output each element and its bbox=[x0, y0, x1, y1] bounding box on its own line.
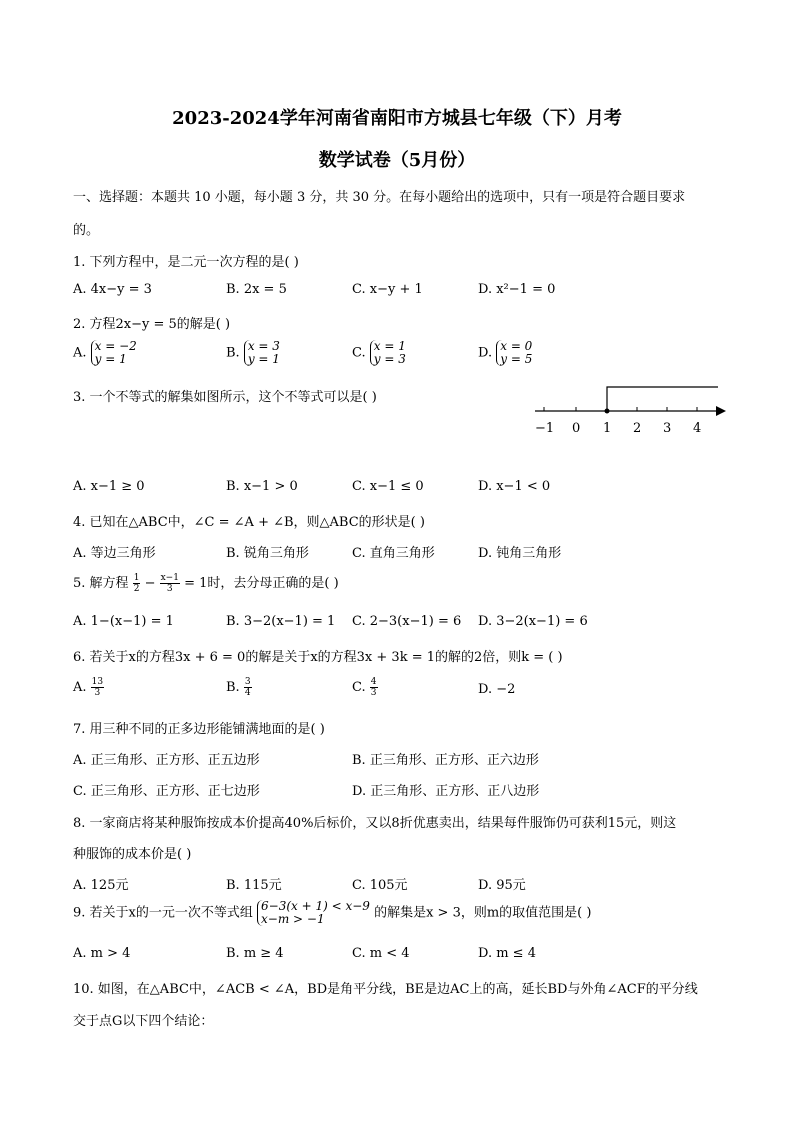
page-subtitle: 数学试卷（5月份） bbox=[318, 150, 476, 171]
fraction-numerator: x−1 bbox=[160, 573, 179, 583]
q5-option-d: D. 3−2(x−1) = 6 bbox=[478, 614, 588, 629]
stem-text: 的解集是x > 3，则m的取值范围是( ) bbox=[374, 905, 592, 921]
section-heading-cont: 的。 bbox=[73, 223, 100, 238]
fraction-denominator: 4 bbox=[244, 688, 251, 698]
option-letter: A. bbox=[73, 345, 87, 361]
fraction-denominator: 3 bbox=[370, 688, 377, 698]
option-letter: D. bbox=[478, 345, 493, 361]
fraction bbox=[91, 677, 104, 698]
q4-option-b: B. 锐角三角形 bbox=[226, 546, 309, 561]
tick-label: 4 bbox=[693, 421, 702, 436]
page-title: 2023-2024学年河南省南阳市方城县七年级（下）月考 bbox=[172, 108, 622, 129]
q5-option-b: B. 3−2(x−1) = 1 bbox=[226, 614, 336, 629]
q7-option-c: C. 正三角形、正方形、正七边形 bbox=[73, 784, 260, 799]
question-6-stem: 6. 若关于x的方程3x + 6 = 0的解是关于x的方程3x + 3k = 1的解的2倍，则k = ( ) bbox=[73, 650, 563, 665]
fraction-denominator: 3 bbox=[94, 688, 101, 698]
option-letter: B. bbox=[226, 345, 240, 361]
system-row-1: 6−3(x + 1) < x−9 bbox=[261, 899, 370, 913]
q4-option-a: A. 等边三角形 bbox=[73, 546, 156, 561]
q3-option-a: A. x−1 ≥ 0 bbox=[73, 479, 145, 494]
q2-option-b bbox=[226, 340, 280, 366]
tick-label: 2 bbox=[633, 421, 642, 436]
q6-option-b bbox=[226, 677, 252, 698]
tick-label: 3 bbox=[663, 421, 672, 436]
q8-option-c: C. 105元 bbox=[352, 878, 408, 893]
solution-ray bbox=[607, 387, 718, 411]
q3-option-c: C. x−1 ≤ 0 bbox=[352, 479, 424, 494]
question-8-stem: 8. 一家商店将某种服饰按成本价提高40%后标价，又以8折优惠卖出，结果每件服饰仍可获利15元，则这 bbox=[73, 816, 677, 831]
q2-option-d bbox=[478, 340, 532, 366]
q4-option-c: C. 直角三角形 bbox=[352, 546, 435, 561]
fraction bbox=[160, 573, 180, 594]
system-row-2: y = 3 bbox=[373, 352, 406, 366]
question-2-stem: 2. 方程2x−y = 5的解是( ) bbox=[73, 317, 231, 332]
option-letter: C. bbox=[352, 680, 366, 695]
tick-label: 1 bbox=[603, 421, 612, 436]
q8-option-d: D. 95元 bbox=[478, 878, 526, 893]
minus-sign: − bbox=[144, 576, 156, 591]
q9-option-b: B. m ≥ 4 bbox=[226, 946, 284, 961]
stem-text: = 1时，去分母正确的是( ) bbox=[184, 576, 339, 591]
system-row-1: x = 3 bbox=[247, 339, 280, 353]
question-10-stem: 10. 如图，在△ABC中，∠ACB < ∠A，BD是角平分线，BE是边AC上的高，延长BD与外角∠ACF的平分线 bbox=[73, 982, 698, 997]
q5-option-c: C. 2−3(x−1) = 6 bbox=[352, 614, 462, 629]
q2-option-a bbox=[73, 340, 137, 366]
q2-option-c bbox=[352, 340, 406, 366]
q1-option-c: C. x−y + 1 bbox=[352, 282, 423, 297]
question-3-stem: 3. 一个不等式的解集如图所示，这个不等式可以是( ) bbox=[73, 390, 377, 405]
q7-option-b: B. 正三角形、正方形、正六边形 bbox=[352, 753, 539, 768]
option-letter: C. bbox=[352, 345, 366, 361]
system-row-1: x = 0 bbox=[500, 339, 533, 353]
option-value: −2 bbox=[496, 682, 516, 697]
equation-system bbox=[91, 340, 137, 366]
fraction-numerator: 13 bbox=[91, 677, 104, 687]
q8-option-b: B. 115元 bbox=[226, 878, 282, 893]
question-1-stem: 1. 下列方程中，是二元一次方程的是( ) bbox=[73, 255, 299, 270]
system-row-1: x = 1 bbox=[373, 339, 406, 353]
number-line-arrowhead bbox=[716, 406, 726, 416]
number-line-figure bbox=[530, 380, 730, 440]
system-row-1: x = −2 bbox=[94, 339, 137, 353]
inequality-system bbox=[257, 900, 370, 926]
question-4-stem: 4. 已知在△ABC中，∠C = ∠A + ∠B，则△ABC的形状是( ) bbox=[73, 515, 425, 530]
question-5-stem bbox=[73, 572, 339, 594]
fraction-denominator: 3 bbox=[166, 584, 173, 594]
equation-system bbox=[244, 340, 280, 366]
question-7-stem: 7. 用三种不同的正多边形能铺满地面的是( ) bbox=[73, 722, 325, 737]
q7-option-d: D. 正三角形、正方形、正八边形 bbox=[352, 784, 540, 799]
q6-option-d bbox=[478, 682, 515, 697]
option-letter: D. bbox=[478, 682, 493, 697]
fraction-numerator: 4 bbox=[370, 677, 377, 687]
stem-text: 9. 若关于x的一元一次不等式组 bbox=[73, 905, 253, 921]
system-row-2: y = 5 bbox=[500, 352, 533, 366]
q1-option-a: A. 4x−y = 3 bbox=[73, 282, 152, 297]
question-8-stem-cont: 种服饰的成本价是( ) bbox=[73, 847, 192, 862]
option-letter: A. bbox=[73, 680, 87, 695]
solid-dot bbox=[605, 409, 610, 414]
q1-option-d: D. x²−1 = 0 bbox=[478, 282, 556, 297]
q9-option-a: A. m > 4 bbox=[73, 946, 131, 961]
q3-option-b: B. x−1 > 0 bbox=[226, 479, 298, 494]
equation-system bbox=[370, 340, 406, 366]
fraction bbox=[244, 677, 252, 698]
stem-text: 5. 解方程 bbox=[73, 576, 129, 591]
q5-option-a: A. 1−(x−1) = 1 bbox=[73, 614, 174, 629]
equation-system bbox=[496, 340, 532, 366]
tick-label: 0 bbox=[572, 421, 581, 436]
q3-option-d: D. x−1 < 0 bbox=[478, 479, 551, 494]
fraction-denominator: 2 bbox=[133, 584, 140, 594]
q9-option-d: D. m ≤ 4 bbox=[478, 946, 536, 961]
question-9-stem bbox=[73, 900, 591, 926]
option-letter: B. bbox=[226, 680, 240, 695]
tick-label: −1 bbox=[535, 421, 555, 436]
system-row-2: x−m > −1 bbox=[261, 912, 325, 926]
q4-option-d: D. 钝角三角形 bbox=[478, 546, 562, 561]
system-row-2: y = 1 bbox=[94, 352, 127, 366]
q7-option-a: A. 正三角形、正方形、正五边形 bbox=[73, 753, 260, 768]
system-row-2: y = 1 bbox=[247, 352, 280, 366]
q8-option-a: A. 125元 bbox=[73, 878, 129, 893]
fraction-numerator: 3 bbox=[244, 677, 251, 687]
fraction-numerator: 1 bbox=[133, 573, 140, 583]
q1-option-b: B. 2x = 5 bbox=[226, 282, 287, 297]
fraction bbox=[133, 573, 141, 594]
q6-option-a bbox=[73, 677, 104, 698]
question-10-stem-cont: 交于点G以下四个结论： bbox=[73, 1014, 214, 1029]
section-heading: 一、选择题：本题共 10 小题，每小题 3 分，共 30 分。在每小题给出的选项中，只有一项是符合题目要求 bbox=[73, 190, 686, 205]
q6-option-c bbox=[352, 677, 378, 698]
fraction bbox=[370, 677, 378, 698]
q9-option-c: C. m < 4 bbox=[352, 946, 410, 961]
